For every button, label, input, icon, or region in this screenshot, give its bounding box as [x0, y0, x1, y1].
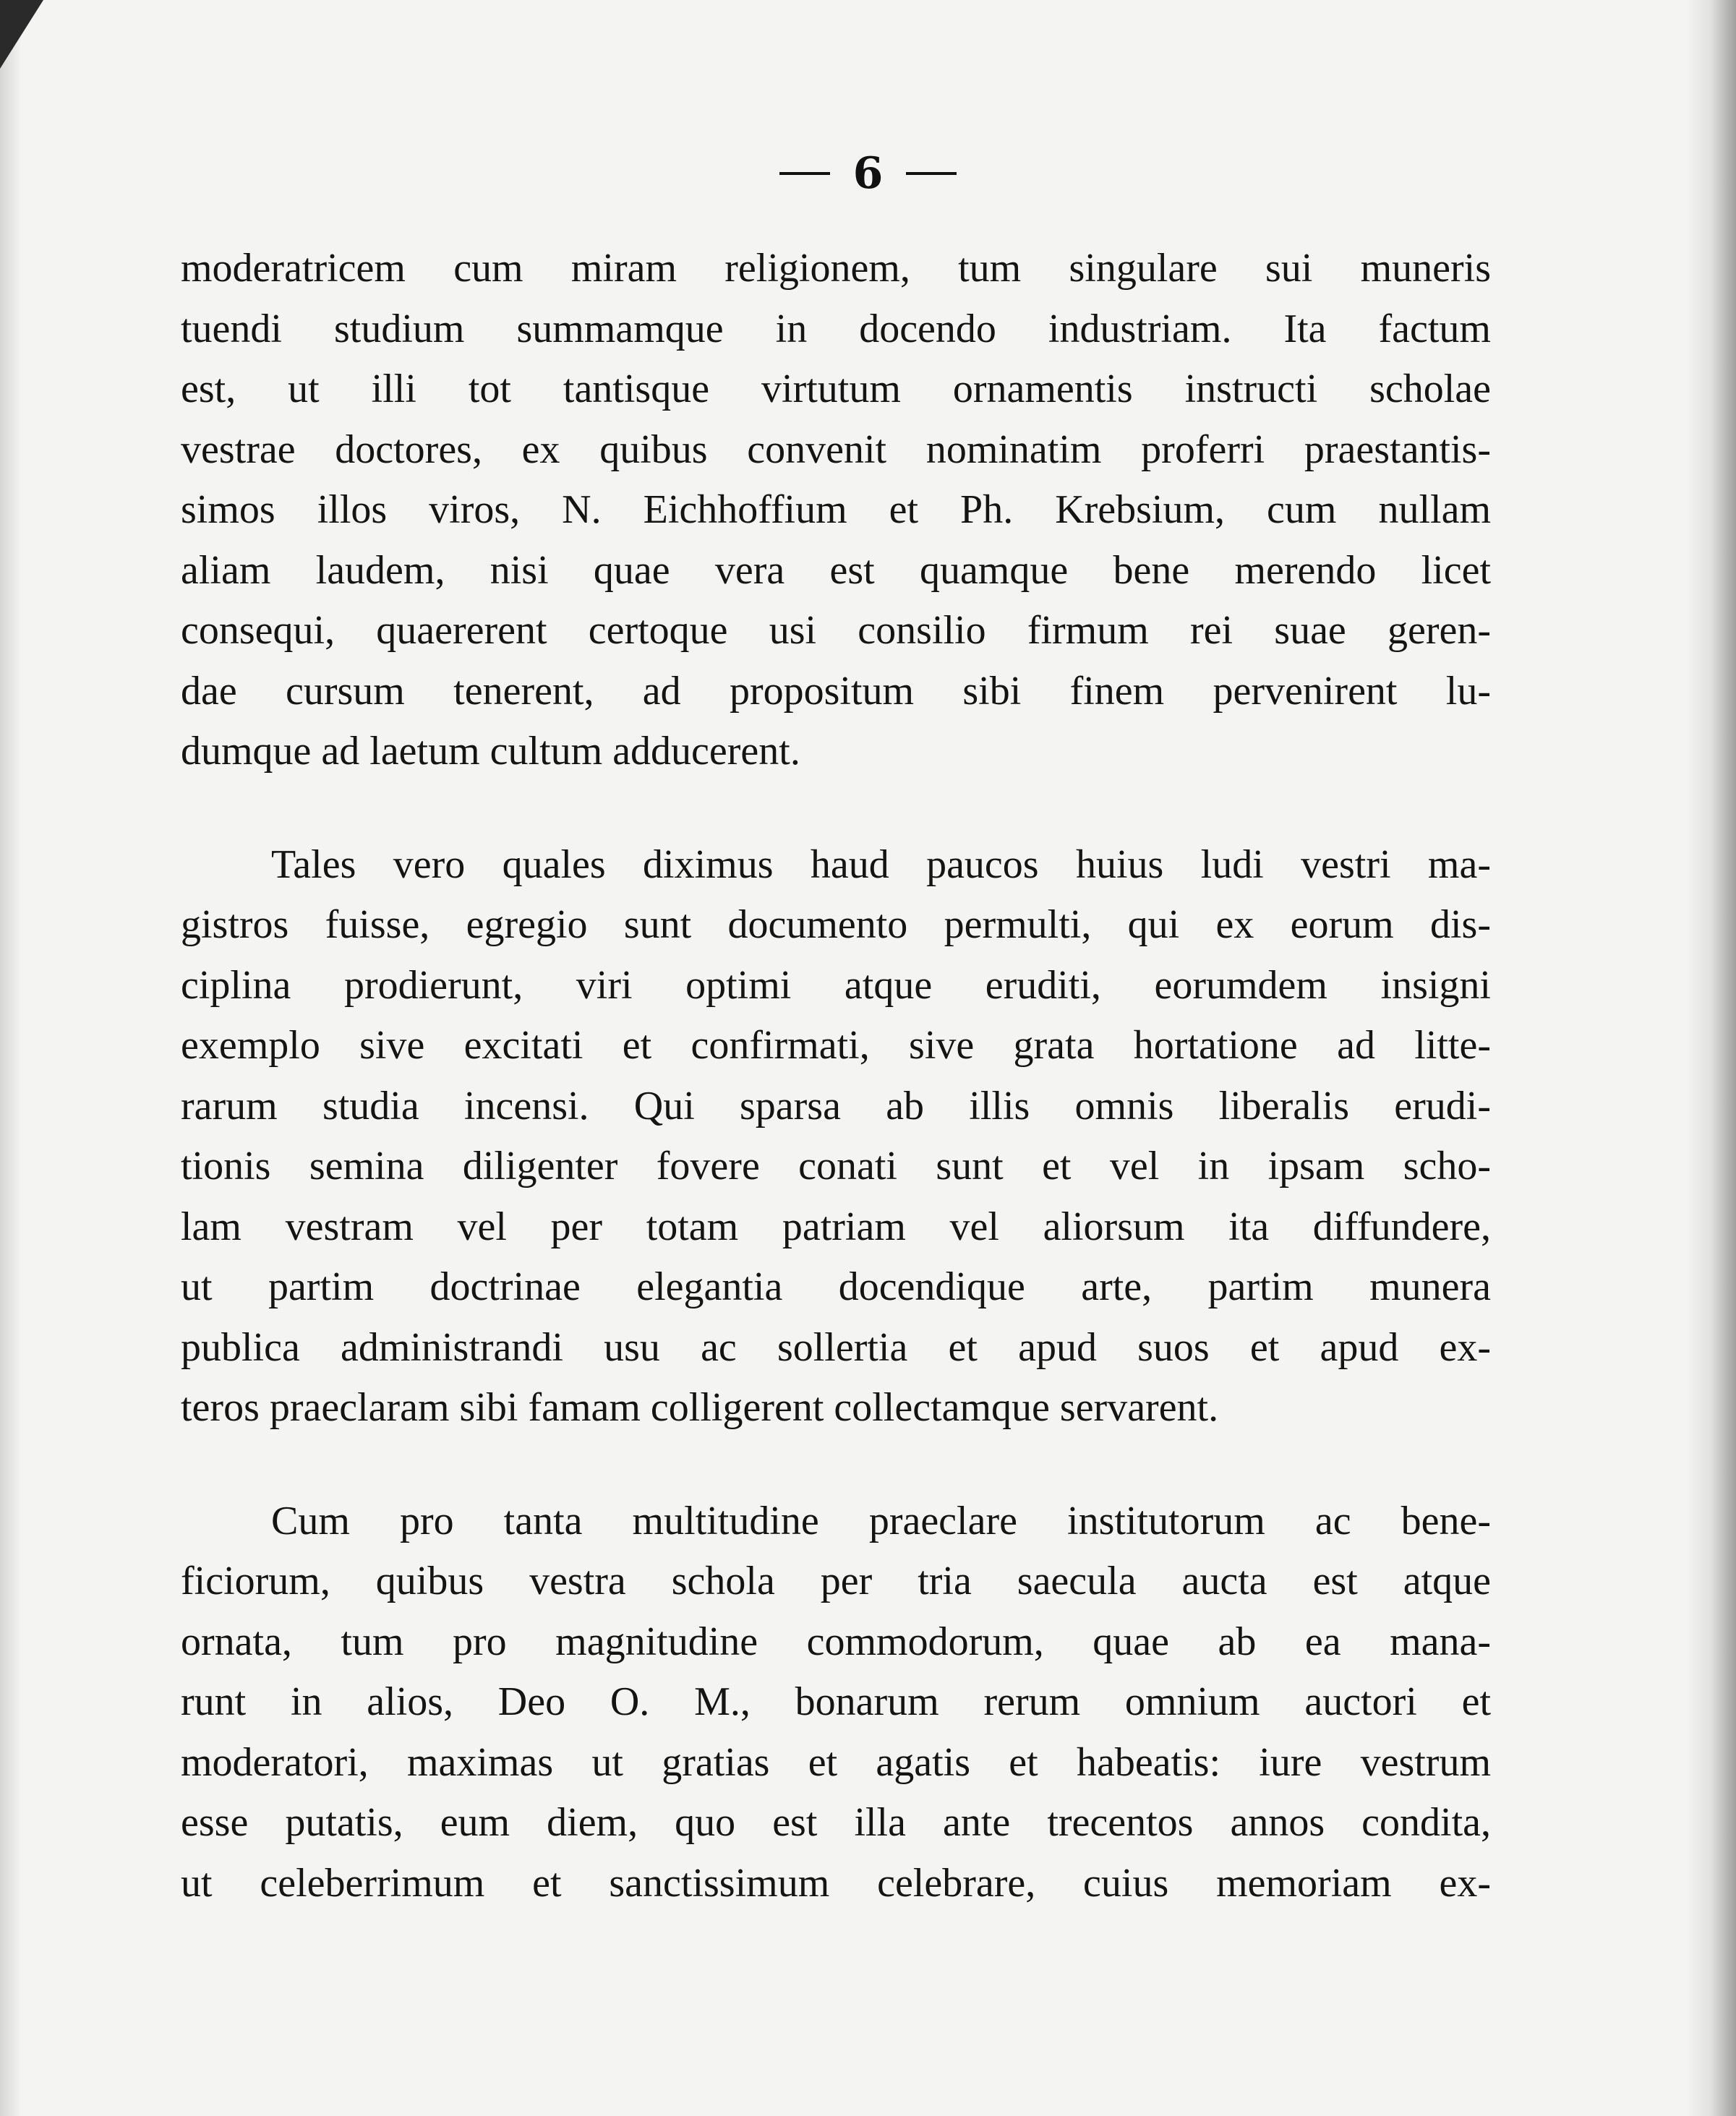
text-line: exemplo sive excitati et confirmati, sive grata hortatione ad litte-	[181, 1023, 1491, 1068]
text-line: dae cursum tenerent, ad propositum sibi finem pervenirent lu-	[181, 668, 1491, 714]
text-line: ornata, tum pro magnitudine commodorum, quae ab ea mana-	[181, 1619, 1491, 1664]
text-line: consequi, quaererent certoque usi consilio firmum rei suae geren-	[181, 608, 1491, 653]
header-dash-left	[779, 172, 830, 175]
text-line: tionis semina diligenter fovere conati sunt et vel in ipsam scho-	[181, 1144, 1491, 1188]
paragraph-2	[181, 835, 1491, 1439]
page-number: 6	[852, 148, 884, 199]
text-line: est, ut illi tot tantisque virtutum ornamentis instructi scholae	[181, 367, 1491, 411]
text-line: ut celeberrimum et sanctissimum celebrare, cuius memoriam ex-	[181, 1860, 1491, 1906]
text-line: gistros fuisse, egregio sunt documento permulti, qui ex eorum dis-	[181, 902, 1491, 947]
text-line: moderatori, maximas ut gratias et agatis et habeatis: iure vestrum	[181, 1739, 1491, 1785]
text-line: Tales vero quales diximus haud paucos huius ludi vestri ma-	[271, 841, 1491, 887]
paragraph-gap	[181, 1439, 1491, 1491]
text-line: publica administrandi usu ac sollertia et apud suos et apud ex-	[181, 1324, 1491, 1370]
page-edge-shadow-right	[1685, 0, 1736, 2116]
text-line: aliam laudem, nisi quae vera est quamque bene merendo licet	[181, 547, 1491, 593]
paragraph-gap	[181, 782, 1491, 835]
text-line: lam vestram vel per totam patriam vel aliorsum ita diffundere,	[181, 1204, 1491, 1249]
text-line: ut partim doctrinae elegantia docendique arte, partim munera	[181, 1264, 1491, 1309]
text-line: vestrae doctores, ex quibus convenit nominatim proferri praestantis-	[181, 427, 1491, 472]
text-line: simos illos viros, N. Eichhoffium et Ph. Krebsium, cum nullam	[181, 487, 1491, 532]
body-text	[181, 239, 1491, 1914]
text-line: ciplina prodierunt, viri optimi atque eruditi, eorumdem insigni	[181, 962, 1491, 1008]
text-line: esse putatis, eum diem, quo est illa ante trecentos annos condita,	[181, 1800, 1491, 1845]
folded-corner	[0, 0, 43, 69]
text-line: Cum pro tanta multitudine praeclare institutorum ac bene-	[271, 1498, 1491, 1543]
text-line: tuendi studium summamque in docendo industriam. Ita factum	[181, 306, 1491, 351]
text-line: runt in alios, Deo O. M., bonarum rerum omnium auctori et	[181, 1679, 1491, 1724]
text-line: teros praeclaram sibi famam colligerent collectamque servarent.	[181, 1385, 1219, 1430]
page-edge-shadow-left	[0, 0, 22, 2116]
text-line: ficiorum, quibus vestra schola per tria saecula aucta est atque	[181, 1559, 1491, 1603]
paragraph-3	[181, 1491, 1491, 1914]
text-line: rarum studia incensi. Qui sparsa ab illis omnis liberalis erudi-	[181, 1083, 1491, 1128]
paragraph-1	[181, 239, 1491, 782]
text-line: moderatricem cum miram religionem, tum singulare sui muneris	[181, 246, 1491, 291]
header-dash-right	[906, 172, 957, 175]
page-header	[0, 141, 1736, 206]
text-line: dumque ad laetum cultum adducerent.	[181, 729, 800, 774]
